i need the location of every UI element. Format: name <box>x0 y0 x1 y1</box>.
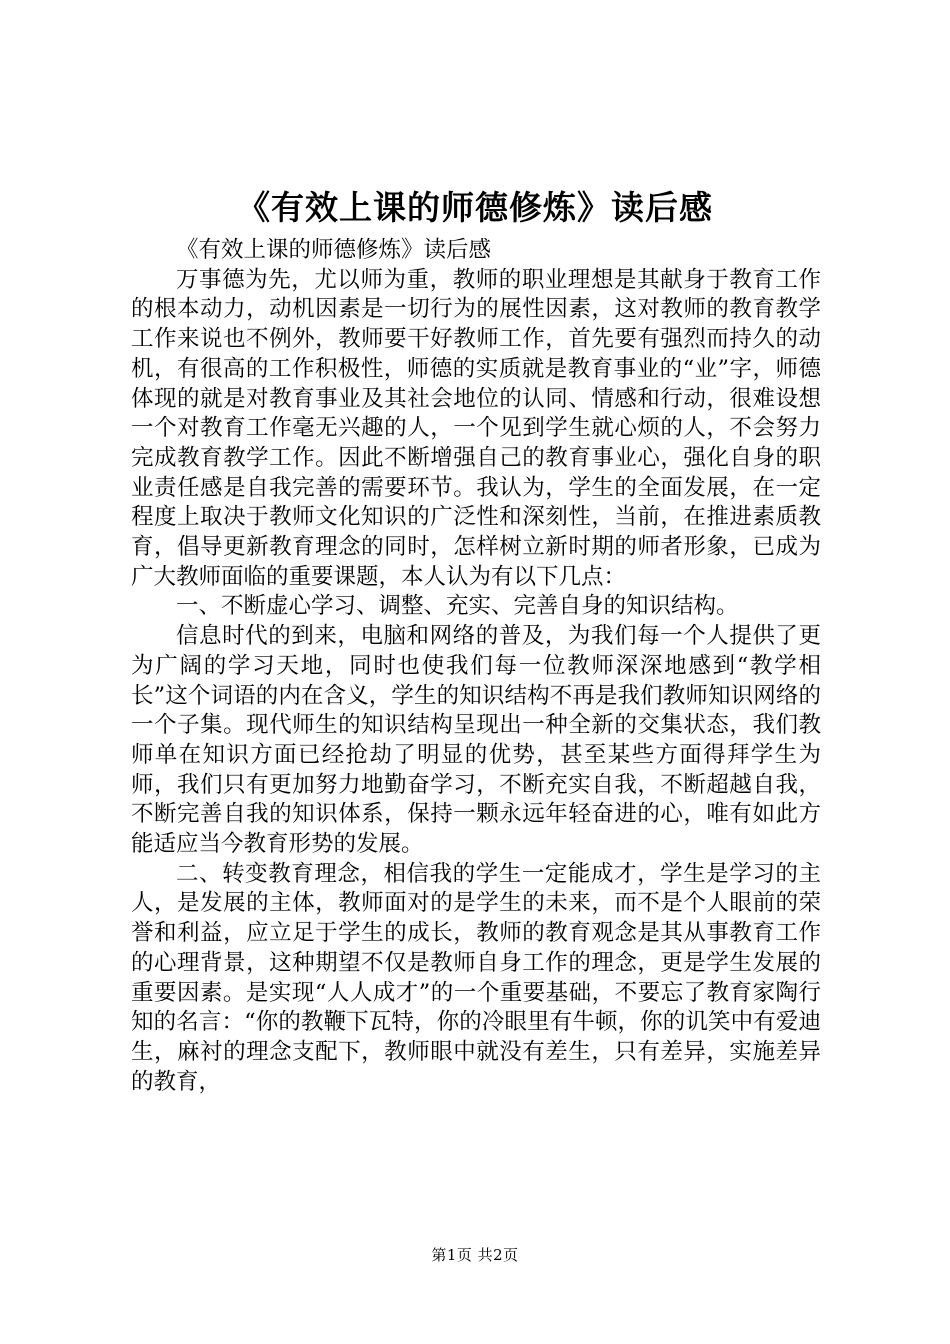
document-title: 《有效上课的师德修炼》读后感 <box>237 188 713 227</box>
page-number-footer: 第1页 共2页 <box>431 1246 519 1264</box>
paragraph-point-two: 二、转变教育理念，相信我的学生一定能成才，学生是学习的主人，是发展的主体，教师面对的是学生的未来，而不是个人眼前的荣誉和利益，应立足于学生的成长，教师的教育观念是其从事教育工作的心理背景，这种期望不仅是教师自身工作的理念，更是学生发展的重要因素。是实现“人人成才”的一个重要基础，不要忘了教育家陶行知的名言：“你的教鞭下瓦特，你的冷眼里有牛顿，你的讥笑中有爱迪生，麻衬的理念支配下，教师眼中就没有差生，只有差异，实施差异的教育， <box>131 860 821 1095</box>
paragraph-point-one-heading: 一、不断虚心学习、调整、充实、完善自身的知识结构。 <box>176 593 739 620</box>
paragraph-intro: 万事德为先，尤以师为重，教师的职业理想是其献身于教育工作的根本动力，动机因素是一切行为的展性因素，这对教师的教育教学工作来说也不例外，教师要干好教师工作，首先要有强烈而持久的动机，有很高的工作积极性，师德的实质就是教育事业的“业”字，师德体现的就是对教育事业及其社会地位的认同、情感和行动，很难设想一个对教育工作毫无兴趣的人，一个见到学生就心烦的人，不会努力完成教育教学工作。因此不断增强自己的教育事业心，强化自身的职业责任感是自我完善的需要环节。我认为，学生的全面发展，在一定程度上取决于教师文化知识的广泛性和深刻性，当前，在推进素质教育，倡导更新教育理念的同时，怎样树立新时期的师者形象，已成为广大教师面临的重要课题，本人认为有以下几点： <box>131 266 821 590</box>
paragraph-subtitle: 《有效上课的师德修炼》读后感 <box>176 237 492 263</box>
document-body <box>131 236 821 1097</box>
paragraph-point-one-body: 信息时代的到来，电脑和网络的普及，为我们每一个人提供了更为广阔的学习天地，同时也使我们每一位教师深深地感到“教学相长”这个词语的内在含义，学生的知识结构不再是我们教师知识网络的一个子集。现代师生的知识结构呈现出一种全新的交集状态，我们教师单在知识方面已经抢劫了明显的优势，甚至某些方面得拜学生为师，我们只有更加努力地勤奋学习，不断充实自我，不断超越自我，不断完善自我的知识体系，保持一颗永远年轻奋进的心，唯有如此方能适应当今教育形势的发展。 <box>131 623 821 858</box>
